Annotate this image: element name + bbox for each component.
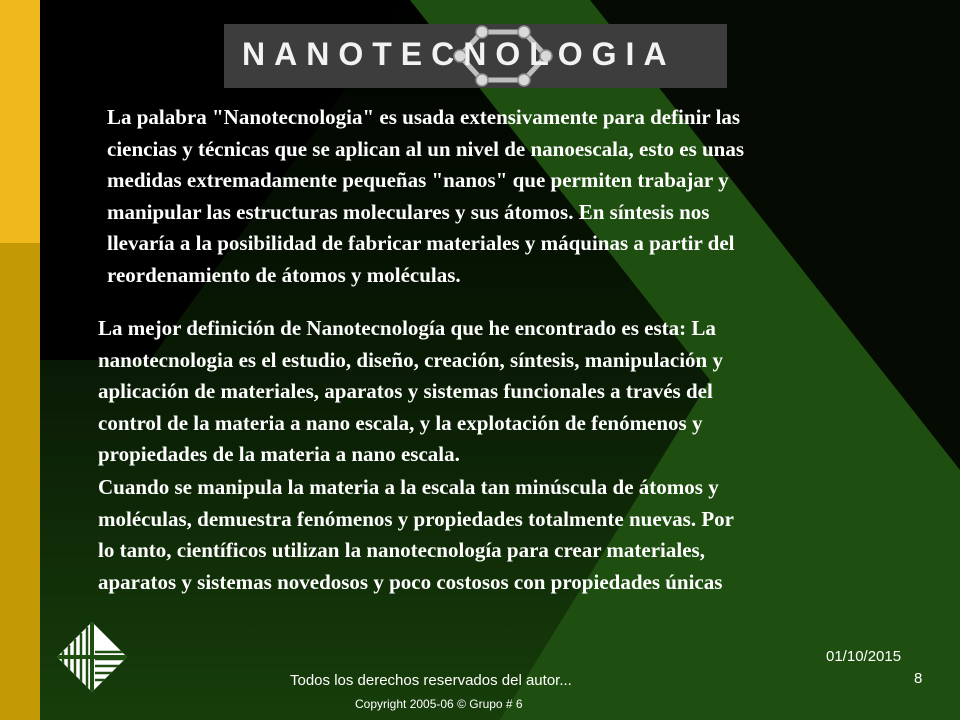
footer-copyright: Copyright 2005-06 © Grupo # 6: [355, 697, 523, 711]
slide-page-number: 8: [914, 670, 923, 687]
text-line: propiedades de la materia a nano escala.: [98, 442, 460, 466]
body-paragraph-best-definition: [98, 313, 723, 471]
text-line: llevaría a la posibilidad de fabricar materiales y máquinas a partir del: [107, 231, 735, 255]
text-line: moléculas, demuestra fenómenos y propiedades totalmente nuevas. Por: [98, 506, 734, 531]
text-line: manipular las estructuras moleculares y sus átomos. En síntesis nos: [107, 199, 710, 224]
text-line: lo tanto, científicos utilizan la nanotecnología para crear materiales,: [98, 538, 705, 562]
striped-diamond-logo-icon: [57, 622, 127, 692]
nanotecnologia-logo: [224, 24, 727, 88]
text-line: control de la materia a nano escala, y la explotación de fenómenos y: [98, 410, 703, 435]
text-line: La mejor definición de Nanotecnología que he encontrado es esta: La: [98, 316, 716, 340]
text-line: reordenamiento de átomos y moléculas.: [107, 262, 461, 287]
body-paragraph-properties: [98, 472, 734, 598]
text-line: aparatos y sistemas novedosos y poco costosos con propiedades únicas: [98, 569, 723, 594]
text-line: nanotecnologia es el estudio, diseño, creación, síntesis, manipulación y: [98, 347, 723, 372]
text-line: ciencias y técnicas que se aplican al un nivel de nanoescala, esto es unas: [107, 136, 745, 161]
text-line: La palabra "Nanotecnologia" es usada extensivamente para definir las: [107, 105, 741, 129]
logo-wordmark: NANOTECNOLOGIA: [242, 36, 676, 72]
text-line: Cuando se manipula la materia a la escala tan minúscula de átomos y: [98, 475, 719, 499]
left-bar-yellow: [0, 0, 40, 243]
text-line: medidas extremadamente pequeñas "nanos" que permiten trabajar y: [107, 168, 729, 192]
footer-author-notice: Todos los derechos reservados del autor...: [290, 672, 572, 689]
body-paragraph-definition: [107, 102, 744, 291]
slide-date: 01/10/2015: [826, 648, 902, 665]
text-line: aplicación de materiales, aparatos y sistemas funcionales a través del: [98, 379, 713, 403]
left-bar-gold: [0, 243, 40, 720]
